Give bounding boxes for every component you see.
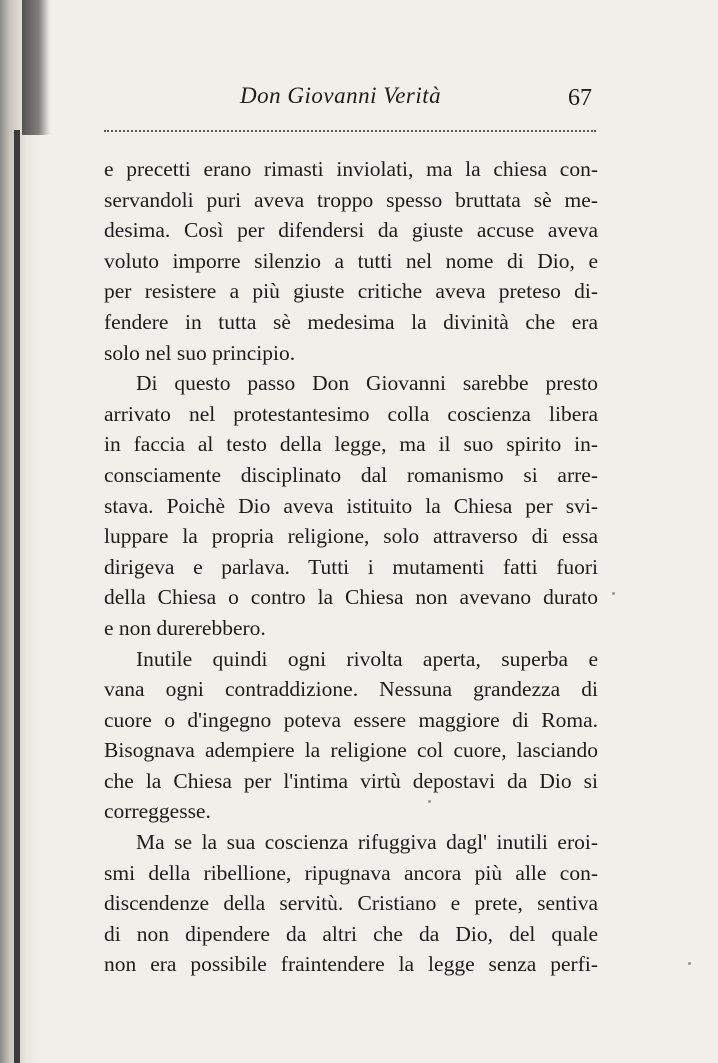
text-line: correggesse. [104, 799, 211, 824]
paper-speck [428, 800, 431, 803]
text-line: Ma se la sua coscienza rifuggiva dagl' inutili eroi- [136, 830, 598, 855]
paper-speck [688, 962, 691, 965]
text-line: e non durerebbero. [104, 615, 266, 640]
paragraph-1 [104, 154, 598, 368]
text-line: dirigeva e parlava. Tutti i mutamenti fatti fuori [104, 554, 598, 579]
header-rule [104, 130, 596, 132]
text-line: per resistere a più giuste critiche aveva preteso di- [104, 279, 598, 304]
text-line: luppare la propria religione, solo attraverso di essa [104, 524, 598, 549]
paper-speck [612, 592, 615, 595]
paragraph-4 [104, 827, 598, 980]
text-line: cuore o d'ingegno poteva essere maggiore di Roma. [104, 707, 598, 732]
text-line: smi della ribellione, ripugnava ancora più alle con- [104, 860, 598, 885]
text-line: voluto imporre silenzio a tutti nel nome di Dio, e [104, 248, 598, 273]
text-line: solo nel suo principio. [104, 340, 296, 365]
text-line: servandoli puri aveva troppo spesso bruttata sè me- [104, 187, 598, 212]
text-line: e precetti erano rimasti inviolati, ma la chiesa con- [104, 157, 598, 181]
running-title: Don Giovanni Verità [240, 83, 442, 108]
text-line: arrivato nel protestantesimo colla coscienza libera [104, 401, 598, 426]
text-line: consciamente disciplinato dal romanismo si arre- [104, 462, 598, 487]
text-line: Inutile quindi ogni rivolta aperta, superba e [136, 646, 598, 671]
paragraph-3 [104, 644, 598, 828]
text-line: discendenze della servitù. Cristiano e prete, sentiva [104, 891, 598, 916]
text-line: fendere in tutta sè medesima la divinità che era [104, 309, 598, 334]
text-line: non era possibile fraintendere la legge senza perfi- [104, 952, 598, 977]
text-line: di non dipendere da altri che da Dio, del quale [104, 921, 598, 946]
text-line: desima. Così per difendersi da giuste accuse aveva [104, 218, 598, 243]
text-line: della Chiesa o contro la Chiesa non avevano durato [104, 585, 598, 610]
page-number: 67 [568, 85, 592, 111]
body-text [104, 154, 598, 980]
text-line: vana ogni contraddizione. Nessuna grandezza di [104, 677, 598, 702]
text-line: che la Chiesa per l'intima virtù depostavi da Dio si [104, 768, 598, 793]
text-line: Di questo passo Don Giovanni sarebbe presto [136, 371, 598, 396]
text-line: in faccia al testo della legge, ma il suo spirito in- [104, 432, 598, 457]
text-line: Bisognava adempiere la religione col cuore, lasciando [104, 738, 598, 763]
text-line: stava. Poichè Dio aveva istituito la Chiesa per svi- [104, 493, 598, 518]
paragraph-2 [104, 368, 598, 643]
page-header [0, 83, 718, 119]
